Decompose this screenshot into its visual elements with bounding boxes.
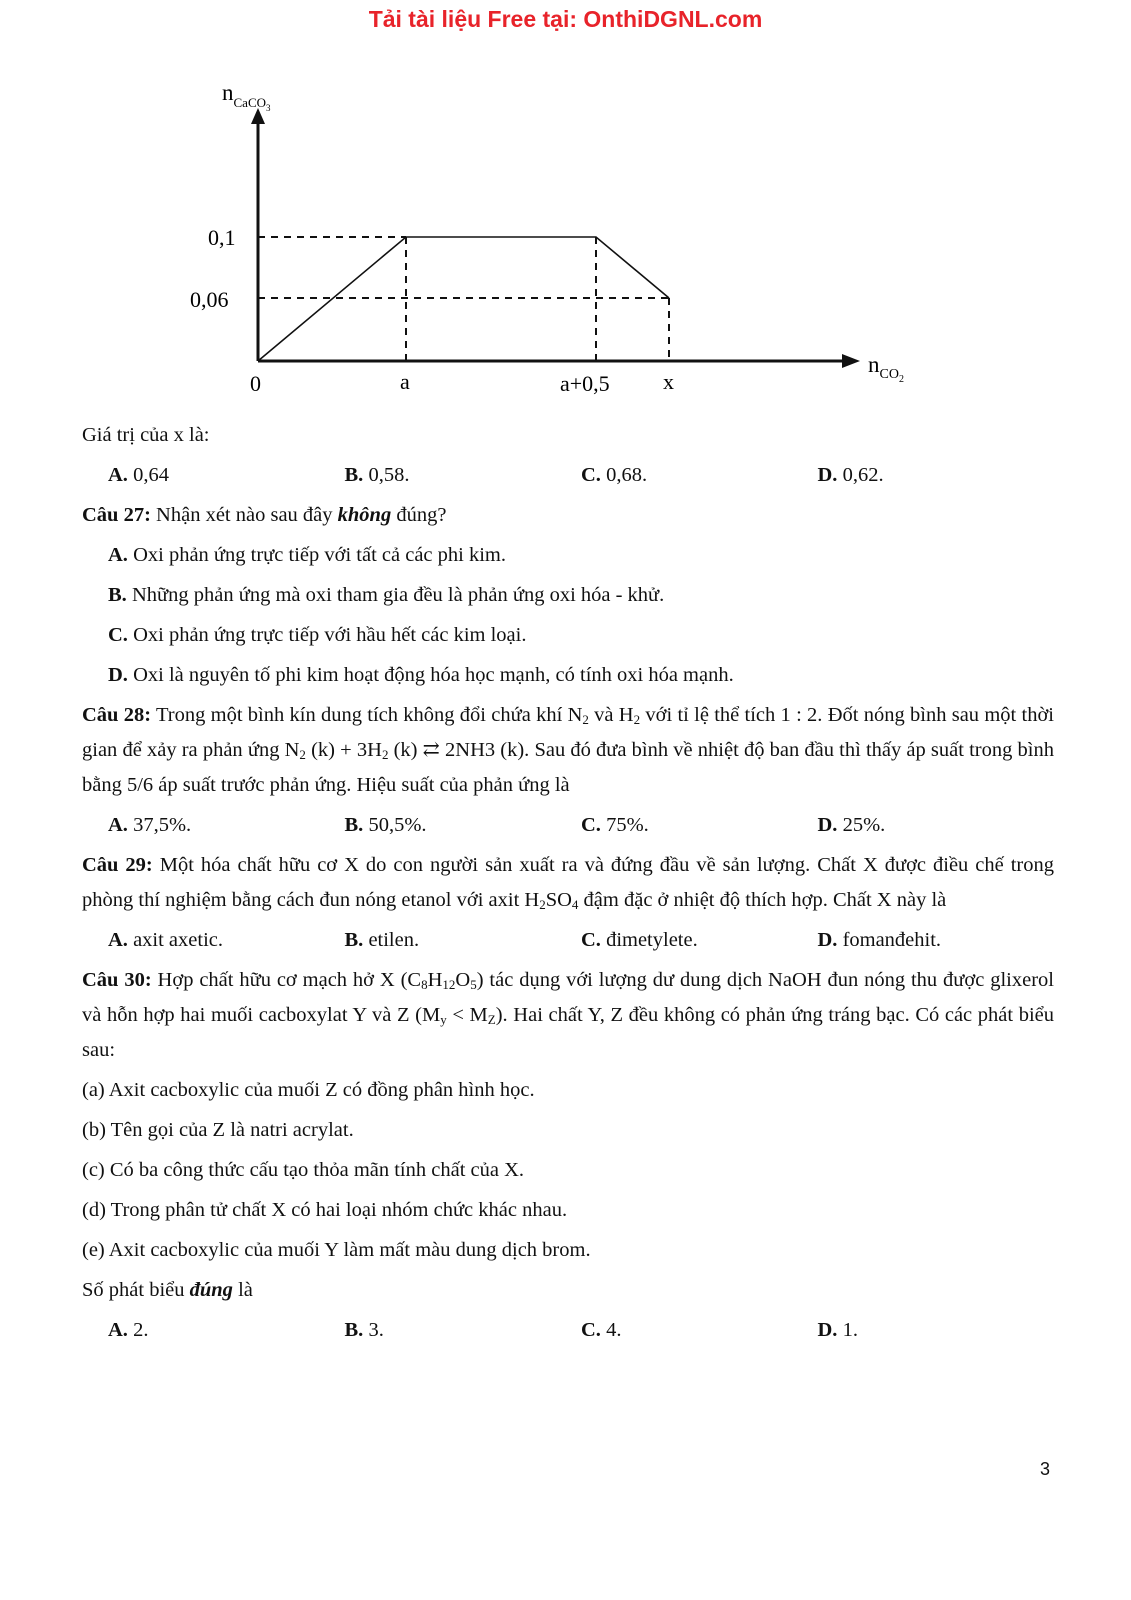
- source-banner[interactable]: Tải tài liệu Free tại: OnthiDGNL.com: [368, 6, 763, 32]
- q30-option-d: D. 1.: [817, 1319, 858, 1341]
- q30-statement-a: (a) Axit cacboxylic của muối Z có đồng phân hình học.: [82, 1079, 535, 1101]
- caco3-curve: [258, 237, 669, 361]
- x-axis-label: $n_{CO}2$: [868, 352, 904, 385]
- q29-options: [82, 923, 1054, 958]
- q27-option-c: C. Oxi phản ứng trực tiếp với hầu hết các kim loại.: [108, 624, 527, 646]
- q28-stem: Câu 28: Trong một bình kín dung tích không đổi chứa khí $N_2$ và $H_2$ với tỉ lệ thể tích 1 : 2. Đốt nóng bình sau một thời gian để xảy ra phản ứng $N_2$ $(k) + 3H_2$ (k) ⇄ 2NH3 (k). Sau đó đưa bình về nhiệt độ ban đầu thì thấy áp suất trong bình bằng 5/6 áp suất trước phản ứng. Hiệu suất của phản ứng là: [82, 704, 1054, 796]
- q30-statement-e: (e) Axit cacboxylic của muối Y làm mất màu dung dịch brom.: [82, 1239, 591, 1261]
- exam-content: [82, 418, 1054, 1353]
- q28-options: [82, 808, 1054, 843]
- x-tick-a: a: [400, 369, 410, 394]
- y-tick-0-1: 0,1: [208, 225, 236, 250]
- q30-statement-b: (b) Tên gọi của Z là natri acrylat.: [82, 1119, 354, 1141]
- y-tick-0-06: 0,06: [190, 287, 229, 312]
- q26-options: [82, 458, 1054, 493]
- x-tick-a-plus-0-5: a+0,5: [560, 371, 610, 396]
- q26-option-d: D. 0,62.: [817, 464, 884, 486]
- q30-ask: Số phát biểu đúng là: [82, 1279, 253, 1301]
- q30-options: [82, 1313, 1054, 1348]
- q27-option-b: B. Những phản ứng mà oxi tham gia đều là phản ứng oxi hóa - khử.: [108, 584, 665, 606]
- q30-statement-c: (c) Có ba công thức cấu tạo thỏa mãn tính chất của X.: [82, 1159, 525, 1181]
- q26-option-b: B. 0,58.: [344, 464, 410, 486]
- q28-option-c: C. 75%.: [581, 814, 649, 836]
- x-tick-0: 0: [250, 371, 261, 396]
- q27-option-a: A. Oxi phản ứng trực tiếp với tất cả các phi kim.: [108, 544, 506, 566]
- q27-option-d: D. Oxi là nguyên tố phi kim hoạt động hóa học mạnh, có tính oxi hóa mạnh.: [108, 664, 734, 686]
- q30-statement-d: (d) Trong phân tử chất X có hai loại nhóm chức khác nhau.: [82, 1199, 568, 1221]
- q29-stem: Câu 29: Một hóa chất hữu cơ X do con người sản xuất ra và đứng đầu về sản lượng. Chất X được điều chế trong phòng thí nghiệm bằng cách đun nóng etanol với axit $H_2SO_4$ đậm đặc ở nhiệt độ thích hợp. Chất X này là: [82, 854, 1054, 912]
- q29-option-b: B. etilen.: [344, 929, 420, 951]
- q29-option-d: D. fomanđehit.: [817, 929, 942, 951]
- caco3-vs-co2-graph: [180, 78, 940, 408]
- q30-option-b: B. 3.: [344, 1319, 384, 1341]
- q28-option-d: D. 25%.: [817, 814, 886, 836]
- q28-option-b: B. 50,5%.: [344, 814, 427, 836]
- y-axis-arrow: [251, 108, 265, 124]
- q26-prompt: Giá trị của x là:: [82, 424, 210, 446]
- q30-option-a: A. 2.: [108, 1319, 149, 1341]
- q30-option-c: C. 4.: [581, 1319, 622, 1341]
- q30-stem: Câu 30: Hợp chất hữu cơ mạch hở X $(C_8H_{12}O_5)$ tác dụng với lượng dư dung dịch NaOH đun nóng thu được glixerol và hỗn hợp hai muối cacboxylat Y và Z $(M_y < M_Z)$. Hai chất Y, Z đều không có phản ứng tráng bạc. Có các phát biểu sau:: [82, 969, 1054, 1061]
- q27-stem: Câu 27: Nhận xét nào sau đây không đúng?: [82, 504, 447, 526]
- page-number: 3: [1040, 1459, 1051, 1479]
- y-axis-label: $n_{CaCO}3$: [222, 80, 271, 113]
- q26-option-a: A. 0,64: [108, 464, 169, 486]
- q29-option-a: A. axit axetic.: [108, 929, 223, 951]
- q26-option-c: C. 0,68.: [581, 464, 648, 486]
- q28-option-a: A. 37,5%.: [108, 814, 192, 836]
- x-tick-x: x: [663, 369, 674, 394]
- x-axis-arrow: [842, 354, 860, 368]
- q29-option-c: C. đimetylete.: [581, 929, 698, 951]
